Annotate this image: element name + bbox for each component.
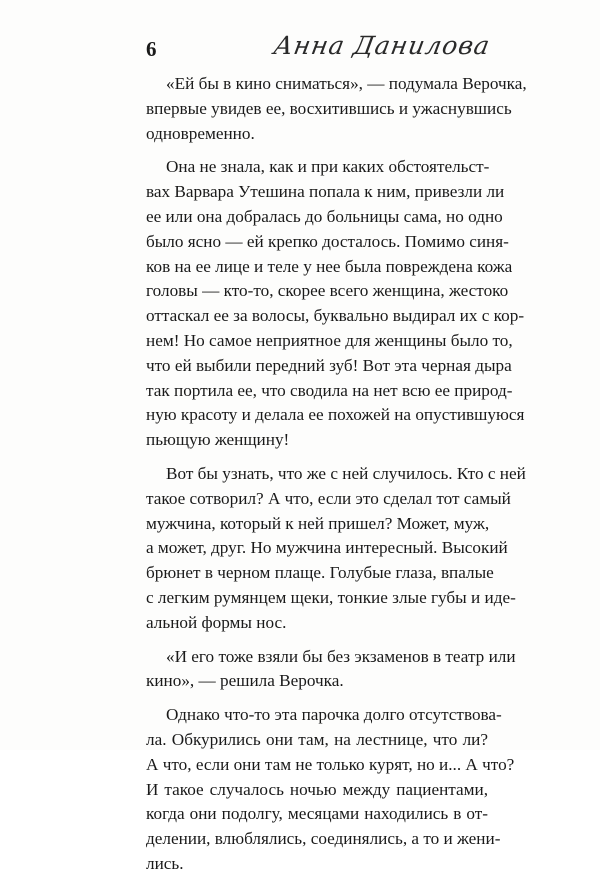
- paragraph: [146, 645, 516, 695]
- text-line: головы — кто-то, скорее всего женщина, жестоко: [146, 281, 509, 301]
- text-line: пьющую женщину!: [146, 430, 290, 450]
- text-line: кино», — решила Верочка.: [146, 671, 344, 691]
- text-line: одновременно.: [146, 123, 255, 143]
- text-line: было ясно — ей крепко досталось. Помимо синя-: [146, 231, 509, 251]
- text-line: «И его тоже взяли бы без экзаменов в театр или: [166, 646, 516, 666]
- text-line: ла. Обкурились они там, на лестнице, что ли?: [146, 729, 488, 749]
- paragraph: [146, 72, 527, 146]
- text-line: впервые увидев ее, восхитившись и ужаснувшись: [146, 98, 512, 118]
- text-line: ков на ее лице и теле у нее была повреждена кожа: [146, 256, 513, 276]
- text-line: вах Варвара Утешина попала к ним, привезли ли: [146, 182, 505, 202]
- text-line: брюнет в черном плаще. Голубые глаза, впалые: [146, 563, 494, 583]
- text-line: ее или она добралась до больницы сама, но одно: [146, 206, 503, 226]
- text-line: нем! Но самое неприятное для женщины было то,: [146, 330, 513, 350]
- text-line: ную красоту и делала ее похожей на опустившуюся: [146, 405, 525, 425]
- author-running-head: Анна Данилова: [271, 31, 493, 60]
- text-line: Она не знала, как и при каких обстоятельст-: [166, 157, 490, 177]
- paragraph: [146, 462, 526, 636]
- text-line: оттаскал ее за волосы, буквально выдирал их с кор-: [146, 306, 525, 326]
- text-line: «Ей бы в кино сниматься», — подумала Верочка,: [166, 74, 527, 93]
- text-line: когда они подолгу, месяцами находились в от-: [146, 804, 488, 824]
- body-text: [146, 72, 527, 886]
- text-line: альной формы нос.: [146, 612, 287, 632]
- text-line: лись.: [146, 853, 184, 873]
- text-line: И такое случалось ночью между пациентами,: [146, 779, 488, 799]
- text-line: так портила ее, что сводила на нет всю ее природ-: [146, 380, 513, 400]
- paragraph: [146, 155, 525, 453]
- page-header: [0, 0, 600, 70]
- text-line: что ей выбили передний зуб! Вот эта черная дыра: [146, 355, 512, 375]
- text-line: делении, влюблялись, соединялись, а то и жени-: [146, 829, 501, 849]
- text-line: Однако что-то эта парочка долго отсутствова-: [166, 705, 502, 725]
- text-line: такое сотворил? А что, если это сделал тот самый: [146, 488, 511, 508]
- paragraph: [146, 703, 515, 877]
- text-line: Вот бы узнать, что же с ней случилось. Кто с ней: [166, 463, 526, 483]
- text-line: с легким румянцем щеки, тонкие злые губы и иде-: [146, 587, 516, 607]
- text-line: А что, если они там не только курят, но и... А что?: [146, 754, 515, 774]
- text-line: а может, друг. Но мужчина интересный. Высокий: [146, 538, 508, 558]
- page-number: 6: [146, 37, 157, 61]
- text-line: мужчина, который к ней пришел? Может, муж,: [146, 513, 490, 533]
